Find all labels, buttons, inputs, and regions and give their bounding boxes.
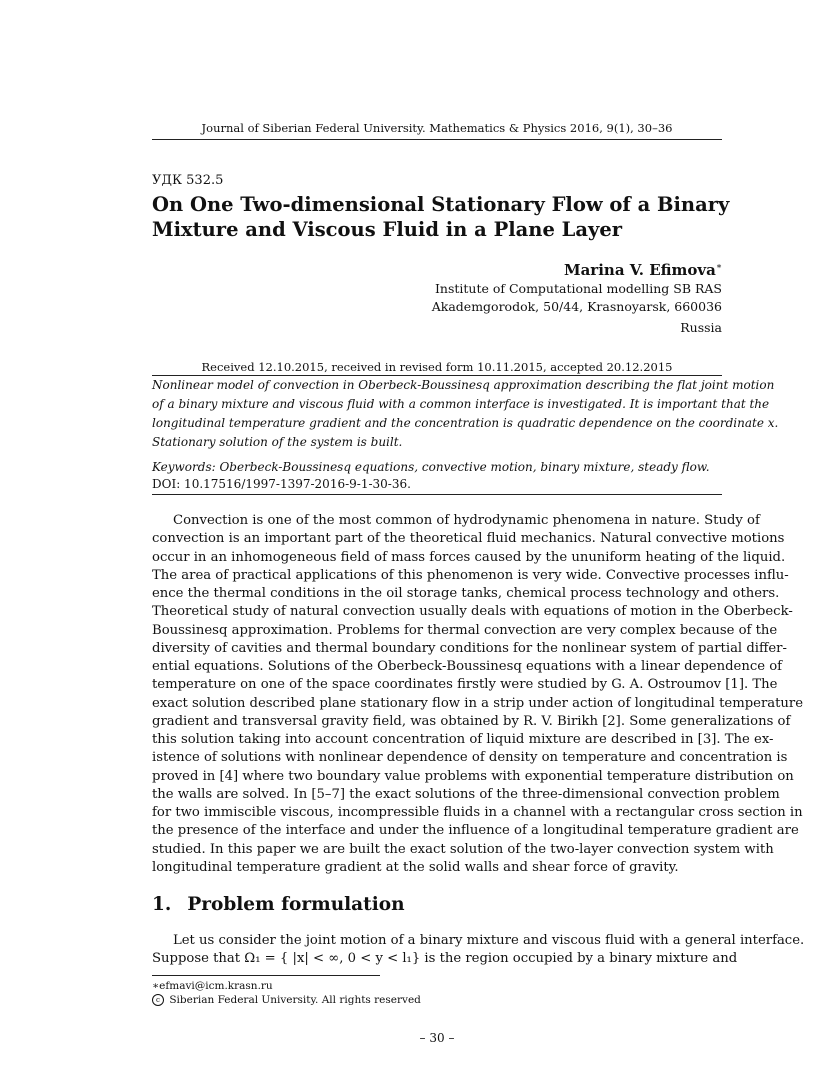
author-name-text: Marina V. Efimova — [563, 261, 716, 279]
paragraph-line: Suppose that Ω₁ = { |x| < ∞, 0 < y < l₁} is the region occupied by a binary mixture and — [152, 951, 738, 967]
affiliation-line: Akademgorodok, 50/44, Krasnoyarsk, 660036 — [431, 299, 722, 314]
section-body — [152, 932, 805, 969]
footnote-copyright — [152, 994, 421, 1006]
paragraph-line: exact solution described plane stationary flow in a strip under action of longitudinal temperature — [152, 695, 804, 711]
introduction — [152, 512, 804, 877]
affiliation-line: Institute of Computational modelling SB RAS — [434, 281, 722, 296]
paragraph-line: longitudinal temperature gradient at the solid walls and shear force of gravity. — [152, 859, 679, 875]
paragraph-line: diversity of cavities and thermal boundary conditions for the nonlinear system of partial differ- — [152, 640, 787, 656]
paragraph-line: for two immiscible viscous, incompressible fluids in a channel with a rectangular cross section in — [152, 805, 803, 820]
title-line: Mixture and Viscous Fluid in a Plane Layer — [152, 218, 622, 241]
udk-code: УДК 532.5 — [152, 173, 224, 188]
section-number: 1. — [152, 894, 172, 915]
title-line: On One Two-dimensional Stationary Flow of a Binary — [152, 193, 730, 216]
paragraph-line: the walls are solved. In [5–7] the exact solutions of the three-dimensional convection problem — [152, 786, 780, 802]
abstract-line: Stationary solution of the system is built. — [152, 435, 403, 449]
paragraph-line: Theoretical study of natural convection usually deals with equations of motion in the Oberbeck- — [152, 604, 793, 620]
affiliation-line: Russia — [680, 320, 722, 335]
paragraph-line: proved in [4] where two boundary value problems with exponential temperature distribution on — [152, 768, 794, 784]
paragraph-line: Convection is one of the most common of hydrodynamic phenomena in nature. Study of — [173, 513, 760, 528]
footnote-email[interactable]: ∗efmavi@icm.krasn.ru — [152, 980, 273, 992]
paragraph-line: Let us consider the joint motion of a binary mixture and viscous fluid with a general interface. — [173, 933, 805, 948]
paper-title — [152, 192, 730, 242]
copyright-icon: c — [152, 994, 164, 1006]
abstract-line: Nonlinear model of convection in Oberbeck-Boussinesq approximation describing the flat joint motion — [152, 378, 775, 392]
abstract — [152, 376, 779, 452]
paragraph-line: ential equations. Solutions of the Oberbeck-Boussinesq equations with a linear dependence of — [152, 659, 783, 674]
paragraph-line: convection is an important part of the theoretical fluid mechanics. Natural convective motions — [152, 531, 785, 547]
paragraph-line: temperature on one of the space coordinates firstly were studied by G. A. Ostroumov [1]. The — [152, 677, 778, 693]
paragraph-line: this solution taking into account concentration of liquid mixture are described in [3]. The ex- — [152, 732, 774, 747]
section-title-text: Problem formulation — [187, 894, 405, 915]
header-rule — [152, 139, 722, 140]
author-name — [564, 261, 722, 279]
doi[interactable]: DOI: 10.17516/1997-1397-2016-9-1-30-36. — [152, 477, 411, 491]
paragraph-line: studied. In this paper we are built the exact solution of the two-layer convection system with — [152, 841, 774, 857]
paragraph-line: istence of solutions with nonlinear dependence of density on temperature and concentration is — [152, 750, 788, 766]
abstract-bottom-rule — [152, 494, 722, 495]
abstract-line: of a binary mixture and viscous fluid with a common interface is investigated. It is important that the — [152, 397, 770, 411]
page-number: – 30 – — [419, 1031, 455, 1045]
paragraph-line: gradient and transversal gravity field, was obtained by R. V. Birikh [2]. Some generalizations of — [152, 713, 791, 729]
paragraph-line: Boussinesq approximation. Problems for thermal convection are very complex because of the — [152, 622, 778, 638]
section-heading — [152, 894, 405, 915]
abstract-line: longitudinal temperature gradient and the concentration is quadratic dependence on the coordinate x. — [152, 416, 779, 430]
author-footnote-mark: ∗ — [715, 262, 722, 272]
copyright-text: Siberian Federal University. All rights reserved — [169, 994, 421, 1006]
paragraph-line: the presence of the interface and under the influence of a longitudinal temperature gradient are — [152, 823, 799, 839]
paragraph-line: ence the thermal conditions in the oil storage tanks, chemical process technology and others. — [152, 586, 780, 601]
keywords: Keywords: Oberbeck-Boussinesq equations, convective motion, binary mixture, steady flow. — [152, 460, 710, 474]
received-dates: Received 12.10.2015, received in revised form 10.11.2015, accepted 20.12.2015 — [201, 360, 673, 374]
footnote-rule — [152, 975, 380, 976]
paragraph-line: The area of practical applications of this phenomenon is very wide. Convective processes influ- — [152, 567, 789, 583]
paragraph-line: occur in an inhomogeneous field of mass forces caused by the ununiform heating of the liquid. — [152, 549, 786, 565]
journal-header: Journal of Siberian Federal University. Mathematics & Physics 2016, 9(1), 30–36 — [201, 121, 673, 135]
